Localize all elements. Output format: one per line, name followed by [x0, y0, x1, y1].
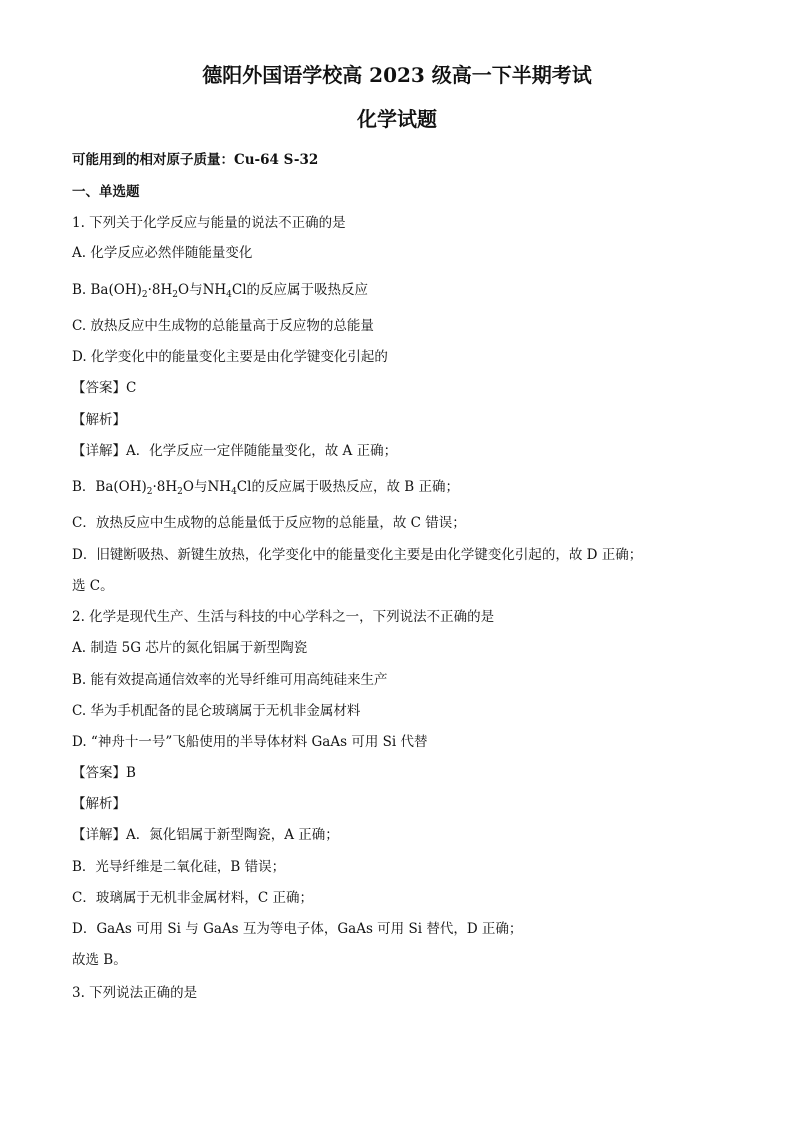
q1-option-b: B. $Ba(OH)_2\cdot 8H_2O$与$NH_4Cl$的反应属于吸热反应 [72, 282, 369, 300]
q1-answer: 【答案】C [72, 380, 137, 396]
q1-option-b-prefix: B. [72, 282, 91, 298]
q2-analysis: 【解析】 [72, 796, 126, 812]
q1-option-d: D. 化学变化中的能量变化主要是由化学键变化引起的 [72, 349, 388, 365]
q2-conclusion: 故选 B。 [72, 952, 127, 968]
q2-detail-c: C．玻璃属于无机非金属材料，C 正确； [72, 890, 313, 906]
q1-detail-a: 【详解】A．化学反应一定伴随能量变化，故 A 正确； [72, 443, 398, 459]
formula-barium-hydroxide: $Ba(OH)_2\cdot 8H_2O$ [90, 282, 190, 300]
formula-barium-hydroxide: $Ba(OH)_2\cdot 8H_2O$ [95, 479, 194, 497]
section-heading: 一、单选题 [72, 184, 140, 200]
q1-option-a: A. 化学反应必然伴随能量变化 [72, 245, 253, 261]
q1-analysis: 【解析】 [72, 412, 126, 428]
q2-answer: 【答案】B [72, 765, 136, 781]
q1-detail-b: B．$Ba(OH)_2\cdot 8H_2O$与$NH_4Cl$的反应属于吸热反应，故 B 正确； [72, 479, 459, 497]
q3-stem: 3. 下列说法正确的是 [72, 985, 198, 1001]
q2-option-c: C. 华为手机配备的昆仑玻璃属于无机非金属材料 [72, 703, 361, 719]
formula-ammonium-chloride: $NH_4Cl$ [207, 479, 252, 497]
formula-ammonium-chloride: $NH_4Cl$ [202, 282, 247, 300]
q1-option-c: C. 放热反应中生成物的总能量高于反应物的总能量 [72, 318, 374, 334]
atomic-masses: 可能用到的相对原子质量：Cu-64 S-32 [72, 152, 319, 168]
exam-subtitle: 化学试题 [357, 107, 437, 131]
q1-stem: 1. 下列关于化学反应与能量的说法不正确的是 [72, 215, 346, 231]
q1-detail-d: D．旧键断吸热、新键生放热，化学变化中的能量变化主要是由化学键变化引起的，故 D 正确； [72, 547, 643, 563]
q2-stem: 2. 化学是现代生产、生活与科技的中心学科之一，下列说法不正确的是 [72, 609, 495, 625]
q2-detail-b: B．光导纤维是二氧化硅，B 错误； [72, 859, 286, 875]
exam-title: 德阳外国语学校高 2023 级高一下半期考试 [202, 63, 592, 87]
q1-conclusion: 选 C。 [72, 578, 114, 594]
q1-detail-c: C．放热反应中生成物的总能量低于反应物的总能量，故 C 错误； [72, 515, 466, 531]
q2-option-d: D. “神舟十一号”飞船使用的半导体材料 GaAs 可用 Si 代替 [72, 734, 428, 750]
q2-detail-d: D．GaAs 可用 Si 与 GaAs 互为等电子体，GaAs 可用 Si 替代，D 正确； [72, 921, 523, 937]
q2-option-a: A. 制造 5G 芯片的氮化铝属于新型陶瓷 [72, 640, 308, 656]
q2-detail-a: 【详解】A．氮化铝属于新型陶瓷，A 正确； [72, 827, 339, 843]
q2-option-b: B. 能有效提高通信效率的光导纤维可用高纯硅来生产 [72, 672, 388, 688]
exam-page [72, 62, 722, 132]
